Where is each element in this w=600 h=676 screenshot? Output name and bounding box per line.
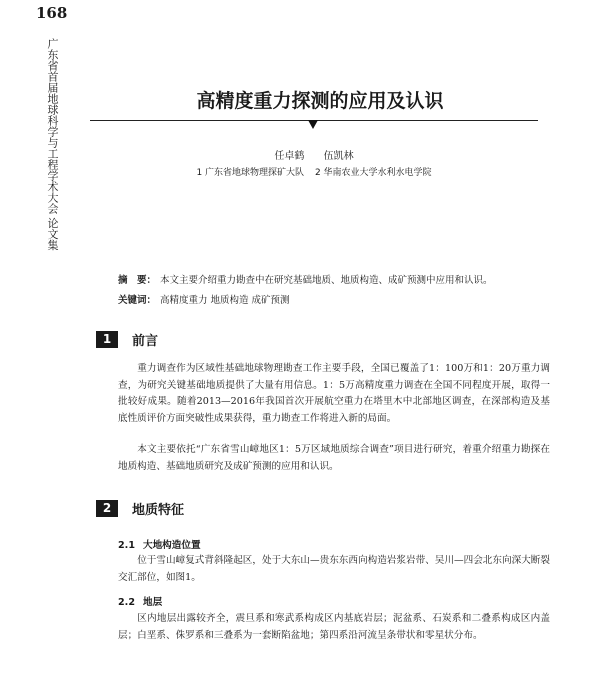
section-title-2: 地质特征 <box>132 502 185 518</box>
affiliation-list <box>90 165 538 178</box>
section-1-paragraph-1: 重力调查作为区域性基础地球物理勘查工作主要手段，全国已覆盖了1：100万和1：20万重力调查，为研究关键基础地质提供了大量有用信息。1：5万高精度重力调查在全国不同程度开展，取得一批较好成果。随着2013—2016年我国首次开展航空重力在塔里木中北部地区调查，在深部构造及基底性质评价方面突破性成果获得，重力勘查工作将进入新的局面。 <box>118 363 550 424</box>
section-heading-1 <box>96 330 158 348</box>
section-title-1: 前言 <box>132 333 159 349</box>
paper-title: 高精度重力探测的应用及认识 <box>196 90 444 112</box>
page-number: 168 <box>36 4 68 22</box>
subsection-number-2-1: 2.1 <box>118 540 135 551</box>
author-list <box>90 147 538 162</box>
keywords-label: 关键词： <box>118 295 157 306</box>
author-2: 伍凯林 <box>323 151 354 162</box>
section-1-paragraph-2: 本文主要依托“广东省雪山嶂地区1：5万区域地质综合调查”项目进行研究，着重介绍重力勘探在地质构造、基础地质研究及成矿预测的应用和认识。 <box>118 444 550 472</box>
section-number-1: 1 <box>96 331 118 348</box>
triangle-marker-icon <box>308 120 318 129</box>
subsection-number-2-2: 2.2 <box>118 597 135 608</box>
keywords <box>118 292 558 306</box>
section-heading-2 <box>96 499 184 517</box>
series-title: 广东省首届地球科学与工程学术大会 论文集 <box>46 38 59 251</box>
subsection-2-1-paragraph: 位于雪山嶂复式背斜隆起区，处于大东山—贵东东西向构造岩浆岩带、吴川—四会北东向深大断裂交汇部位，如图1。 <box>118 555 550 583</box>
subsection-heading-2-1 <box>118 537 201 551</box>
abstract-label: 摘 要： <box>118 275 157 286</box>
subsection-2-2-paragraph: 区内地层出露较齐全，震旦系和寒武系构成区内基底岩层；泥盆系、石炭系和二叠系构成区内盖层；白垩系、侏罗系和三叠系为一套断陷盆地；第四系沿河流呈条带状和零星状分布。 <box>118 613 550 641</box>
affiliation-1: 1 广东省地球物理探矿大队 <box>196 168 305 178</box>
abstract <box>118 272 558 286</box>
author-1: 任卓鹤 <box>274 151 305 162</box>
subsection-title-2-1: 大地构造位置 <box>143 540 201 551</box>
subsection-heading-2-2 <box>118 594 162 608</box>
subsection-title-2-2: 地层 <box>143 597 163 608</box>
abstract-text: 本文主要介绍重力勘查中在研究基础地质、地质构造、成矿预测中应用和认识。 <box>160 275 493 286</box>
affiliation-2: 2 华南农业大学水利水电学院 <box>314 168 432 178</box>
keywords-text: 高精度重力 地质构造 成矿预测 <box>160 295 290 306</box>
section-number-2: 2 <box>96 500 118 517</box>
